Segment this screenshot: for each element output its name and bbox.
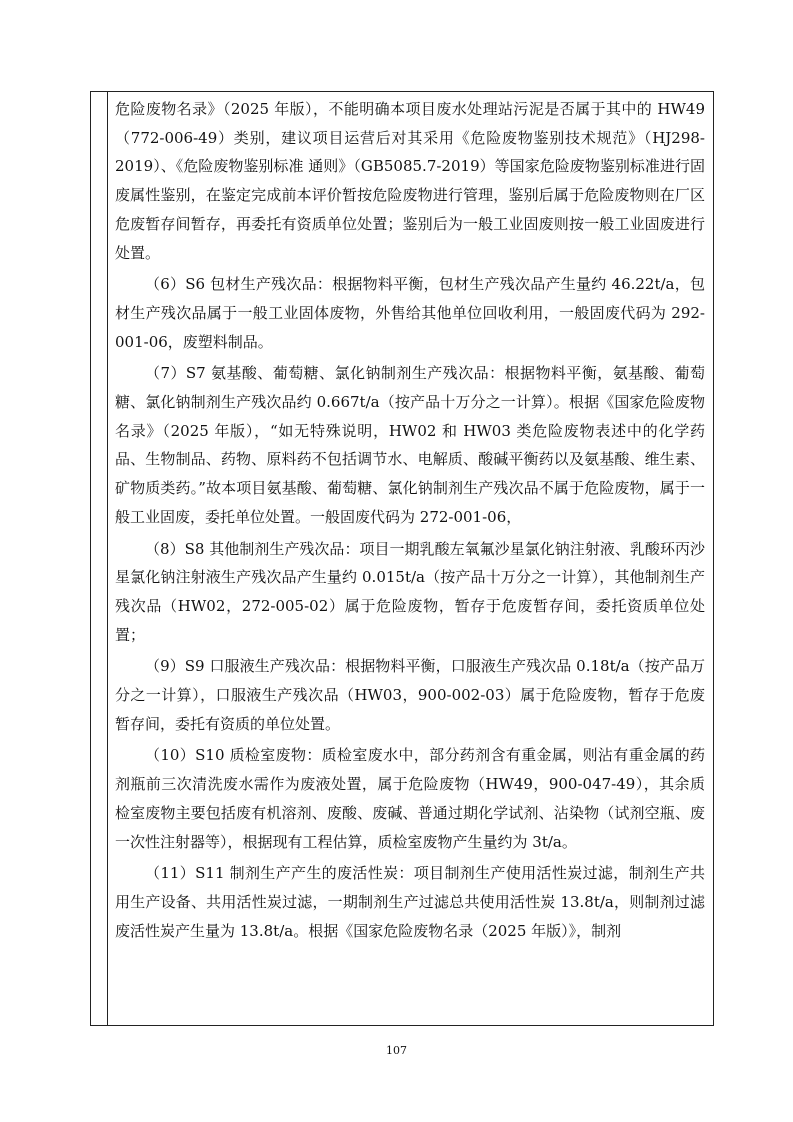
paragraph-s9-oral-liquid: （9）S9 口服液生产残次品：根据物料平衡，口服液生产残次品 0.18t/a（按产品万分之一计算），口服液生产残次品（HW03，900-002-03）属于危险废物，暂存于危废暂存间，委托有资质的单位处置。 — [115, 657, 705, 733]
paragraph-s11-activated-carbon: （11）S11 制剂生产产生的废活性炭：项目制剂生产使用活性炭过滤，制剂生产共用生产设备、共用活性炭过滤，一期制剂生产过滤总共使用活性炭 13.8t/a，则制剂过滤废活性炭产生量为 13.8t/a。根据《国家危险废物名录（2025 年版）》，制剂 — [115, 864, 705, 940]
paragraph-s10-qc-lab-waste: （10）S10 质检室废物：质检室废水中，部分药剂含有重金属，则沾有重金属的药剂瓶前三次清洗废水需作为废液处置，属于危险废物（HW49，900-047-49），其余质检室废物主要包括废有机溶剂、废酸、废碱、普通过期化学试剂、沾染物（试剂空瓶、废一次性注射器等），根据现有工程估算，质检室废物产生量约为 3t/a。 — [115, 746, 705, 851]
table-column-divider — [107, 91, 108, 1026]
paragraph-s7-amino-acid: （7）S7 氨基酸、葡萄糖、氯化钠制剂生产残次品：根据物料平衡，氨基酸、葡萄糖、氯化钠制剂生产残次品约 0.667t/a（按产品十万分之一计算）。根据《国家危险废物名录》（2025 年版），“如无特殊说明，HW02 和 HW03 类危险废物表述中的化学药品、生物制品、药物、原料药不包括调节水、电解质、酸碱平衡药以及氨基酸、维生素、矿物质类药。”故本项目氨基酸、葡萄糖、氯化钠制剂生产残次品不属于危险废物，属于一般工业固废，委托单位处置。一般固废代码为 272-001-06， — [115, 364, 705, 526]
document-body — [115, 95, 705, 948]
paragraph-waste-sludge: 危险废物名录》（2025 年版），不能明确本项目废水处理站污泥是否属于其中的 HW49（772-006-49）类别，建议项目运营后对其采用《危险废物鉴别技术规范》（HJ298-2019）、《危险废物鉴别标准 通则》（GB5085.7-2019）等国家危险废物鉴别标准进行固废属性鉴别，在鉴定完成前本评价暂按危险废物进行管理，鉴别后属于危险废物则在厂区危废暂存间暂存，再委托有资质单位处置；鉴别后为一般工业固废则按一般工业固废进行处置。 — [115, 100, 705, 262]
paragraph-s6-packaging: （6）S6 包材生产残次品：根据物料平衡，包材生产残次品产生量约 46.22t/a，包材生产残次品属于一般工业固体废物，外售给其他单位回收利用，一般固废代码为 292-001-06，废塑料制品。 — [115, 275, 705, 351]
page-number: 107 — [386, 1044, 407, 1057]
paragraph-s8-other-preparations: （8）S8 其他制剂生产残次品：项目一期乳酸左氧氟沙星氯化钠注射液、乳酸环丙沙星氯化钠注射液生产残次品产生量约 0.015t/a（按产品十万分之一计算），其他制剂生产残次品（HW02，272-005-02）属于危险废物，暂存于危废暂存间，委托资质单位处置； — [115, 539, 705, 644]
